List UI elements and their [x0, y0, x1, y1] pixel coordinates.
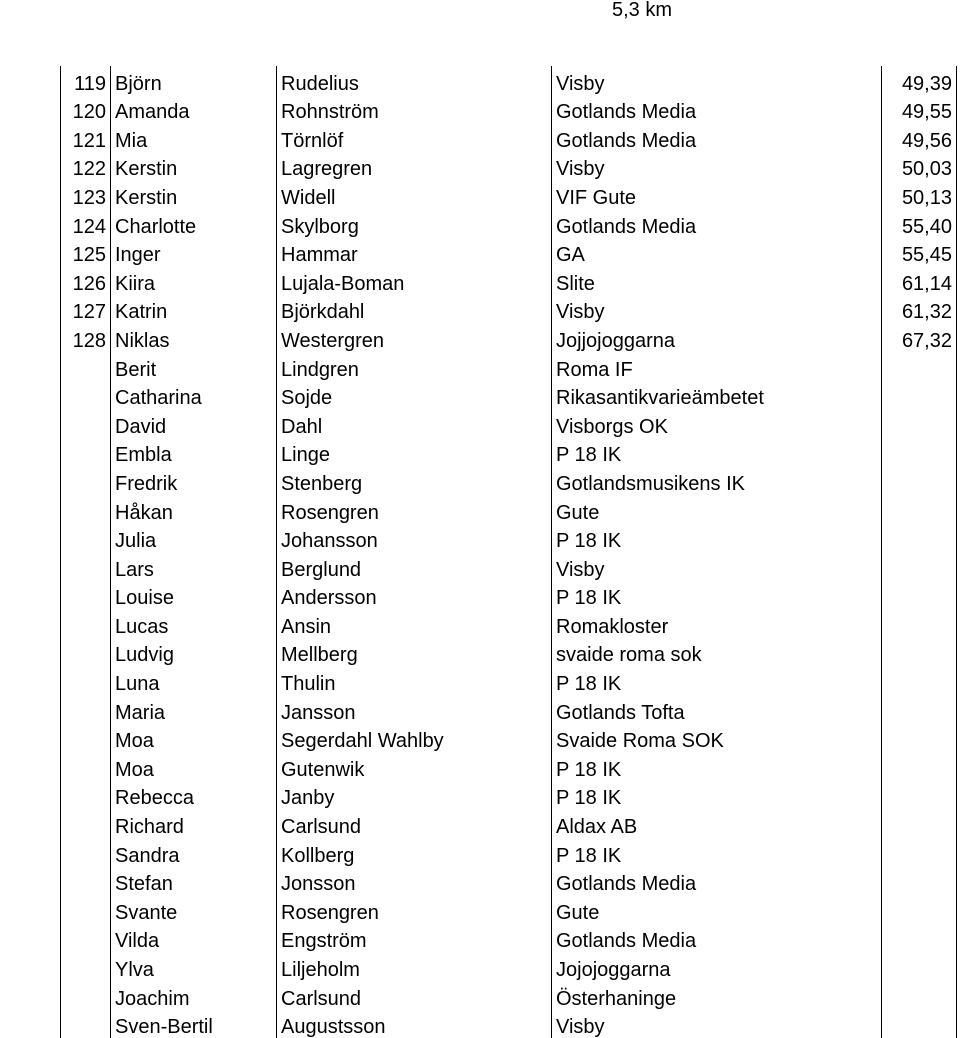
last-name-cell: Widell [277, 180, 552, 209]
place-cell [61, 752, 111, 781]
table-row [61, 581, 957, 610]
club-cell: Gute [552, 895, 882, 924]
table-row [61, 295, 957, 324]
first-name-cell: Moa [111, 724, 277, 753]
last-name-cell: Linge [277, 438, 552, 467]
place-cell: 128 [61, 323, 111, 352]
club-cell: Gotlands Media [552, 209, 882, 238]
place-cell [61, 466, 111, 495]
time-cell: 49,56 [882, 123, 957, 152]
first-name-cell: Lucas [111, 609, 277, 638]
first-name-cell: Joachim [111, 981, 277, 1010]
table-row [61, 381, 957, 410]
time-cell [882, 809, 957, 838]
club-cell: P 18 IK [552, 666, 882, 695]
first-name-cell: Katrin [111, 295, 277, 324]
time-cell [882, 695, 957, 724]
last-name-cell: Hammar [277, 238, 552, 267]
club-cell: VIF Gute [552, 180, 882, 209]
table-row [61, 924, 957, 953]
club-cell: Gotlands Tofta [552, 695, 882, 724]
time-cell [882, 581, 957, 610]
last-name-cell: Rudelius [277, 66, 552, 95]
table-row [61, 409, 957, 438]
time-cell: 49,39 [882, 66, 957, 95]
first-name-cell: Amanda [111, 95, 277, 124]
first-name-cell: Julia [111, 524, 277, 553]
place-cell [61, 352, 111, 381]
last-name-cell: Westergren [277, 323, 552, 352]
last-name-cell: Björkdahl [277, 295, 552, 324]
time-cell [882, 381, 957, 410]
club-cell: Jojojoggarna [552, 952, 882, 981]
place-cell [61, 381, 111, 410]
table-row [61, 266, 957, 295]
time-cell [882, 1010, 957, 1038]
club-cell: Aldax AB [552, 809, 882, 838]
table-row [61, 952, 957, 981]
place-cell [61, 666, 111, 695]
first-name-cell: Kerstin [111, 180, 277, 209]
table-row [61, 95, 957, 124]
club-cell: Romakloster [552, 609, 882, 638]
club-cell: Gute [552, 495, 882, 524]
last-name-cell: Johansson [277, 524, 552, 553]
place-cell [61, 638, 111, 667]
last-name-cell: Janby [277, 781, 552, 810]
last-name-cell: Lagregren [277, 152, 552, 181]
last-name-cell: Kollberg [277, 838, 552, 867]
time-cell: 55,40 [882, 209, 957, 238]
first-name-cell: Vilda [111, 924, 277, 953]
table-row [61, 781, 957, 810]
last-name-cell: Törnlöf [277, 123, 552, 152]
first-name-cell: Håkan [111, 495, 277, 524]
time-cell [882, 924, 957, 953]
last-name-cell: Rohnström [277, 95, 552, 124]
place-cell [61, 867, 111, 896]
first-name-cell: Richard [111, 809, 277, 838]
first-name-cell: Inger [111, 238, 277, 267]
first-name-cell: Ylva [111, 952, 277, 981]
place-cell [61, 552, 111, 581]
place-cell: 119 [61, 66, 111, 95]
time-cell [882, 609, 957, 638]
place-cell [61, 724, 111, 753]
last-name-cell: Liljeholm [277, 952, 552, 981]
first-name-cell: Lars [111, 552, 277, 581]
table-row [61, 238, 957, 267]
first-name-cell: David [111, 409, 277, 438]
place-cell [61, 952, 111, 981]
last-name-cell: Berglund [277, 552, 552, 581]
time-cell: 50,13 [882, 180, 957, 209]
table-row [61, 152, 957, 181]
place-cell [61, 895, 111, 924]
first-name-cell: Sandra [111, 838, 277, 867]
time-cell [882, 838, 957, 867]
first-name-cell: Fredrik [111, 466, 277, 495]
first-name-cell: Kerstin [111, 152, 277, 181]
table-row [61, 524, 957, 553]
table-row [61, 724, 957, 753]
time-cell [882, 438, 957, 467]
last-name-cell: Skylborg [277, 209, 552, 238]
time-cell: 50,03 [882, 152, 957, 181]
club-cell: Österhaninge [552, 981, 882, 1010]
place-cell [61, 1010, 111, 1038]
place-cell [61, 495, 111, 524]
time-cell [882, 952, 957, 981]
first-name-cell: Ludvig [111, 638, 277, 667]
first-name-cell: Louise [111, 581, 277, 610]
last-name-cell: Augustsson [277, 1010, 552, 1038]
last-name-cell: Dahl [277, 409, 552, 438]
table-row [61, 809, 957, 838]
table-row [61, 638, 957, 667]
last-name-cell: Andersson [277, 581, 552, 610]
club-cell: svaide roma sok [552, 638, 882, 667]
time-cell: 49,55 [882, 95, 957, 124]
time-cell [882, 638, 957, 667]
club-cell: Gotlands Media [552, 95, 882, 124]
place-cell [61, 838, 111, 867]
club-cell: Visby [552, 1010, 882, 1038]
time-cell [882, 352, 957, 381]
first-name-cell: Catharina [111, 381, 277, 410]
first-name-cell: Björn [111, 66, 277, 95]
last-name-cell: Jansson [277, 695, 552, 724]
last-name-cell: Rosengren [277, 495, 552, 524]
time-cell [882, 552, 957, 581]
time-cell [882, 724, 957, 753]
club-cell: Roma IF [552, 352, 882, 381]
place-cell [61, 409, 111, 438]
time-cell [882, 981, 957, 1010]
time-cell [882, 867, 957, 896]
place-cell: 120 [61, 95, 111, 124]
club-cell: Visby [552, 552, 882, 581]
place-cell [61, 524, 111, 553]
table-row [61, 666, 957, 695]
first-name-cell: Mia [111, 123, 277, 152]
last-name-cell: Carlsund [277, 981, 552, 1010]
table-row [61, 123, 957, 152]
last-name-cell: Stenberg [277, 466, 552, 495]
table-row [61, 438, 957, 467]
place-cell: 124 [61, 209, 111, 238]
last-name-cell: Thulin [277, 666, 552, 695]
time-cell [882, 409, 957, 438]
last-name-cell: Segerdahl Wahlby [277, 724, 552, 753]
last-name-cell: Gutenwik [277, 752, 552, 781]
club-cell: P 18 IK [552, 781, 882, 810]
time-cell: 55,45 [882, 238, 957, 267]
club-cell: Visby [552, 66, 882, 95]
results-body [61, 66, 957, 1038]
time-cell [882, 495, 957, 524]
club-cell: P 18 IK [552, 838, 882, 867]
last-name-cell: Lindgren [277, 352, 552, 381]
last-name-cell: Mellberg [277, 638, 552, 667]
last-name-cell: Sojde [277, 381, 552, 410]
place-cell [61, 438, 111, 467]
club-cell: Jojjojoggarna [552, 323, 882, 352]
place-cell [61, 581, 111, 610]
time-cell [882, 752, 957, 781]
club-cell: Visby [552, 295, 882, 324]
club-cell: Visborgs OK [552, 409, 882, 438]
club-cell: P 18 IK [552, 524, 882, 553]
place-cell: 121 [61, 123, 111, 152]
table-row [61, 609, 957, 638]
first-name-cell: Niklas [111, 323, 277, 352]
last-name-cell: Carlsund [277, 809, 552, 838]
club-cell: GA [552, 238, 882, 267]
place-cell: 127 [61, 295, 111, 324]
place-cell [61, 981, 111, 1010]
club-cell: P 18 IK [552, 438, 882, 467]
club-cell: P 18 IK [552, 581, 882, 610]
first-name-cell: Moa [111, 752, 277, 781]
place-cell: 122 [61, 152, 111, 181]
time-cell [882, 466, 957, 495]
table-row [61, 1010, 957, 1038]
table-row [61, 895, 957, 924]
place-cell [61, 809, 111, 838]
time-cell: 61,14 [882, 266, 957, 295]
place-cell [61, 924, 111, 953]
first-name-cell: Maria [111, 695, 277, 724]
table-row [61, 752, 957, 781]
first-name-cell: Luna [111, 666, 277, 695]
first-name-cell: Stefan [111, 867, 277, 896]
first-name-cell: Kiira [111, 266, 277, 295]
table-row [61, 180, 957, 209]
results-table [60, 66, 957, 1038]
time-cell [882, 524, 957, 553]
club-cell: Gotlands Media [552, 867, 882, 896]
last-name-cell: Ansin [277, 609, 552, 638]
table-row [61, 323, 957, 352]
first-name-cell: Embla [111, 438, 277, 467]
last-name-cell: Lujala-Boman [277, 266, 552, 295]
club-cell: Gotlands Media [552, 123, 882, 152]
first-name-cell: Berit [111, 352, 277, 381]
time-cell: 67,32 [882, 323, 957, 352]
time-cell [882, 781, 957, 810]
last-name-cell: Rosengren [277, 895, 552, 924]
club-cell: Slite [552, 266, 882, 295]
time-cell [882, 895, 957, 924]
last-name-cell: Engström [277, 924, 552, 953]
table-row [61, 981, 957, 1010]
table-row [61, 867, 957, 896]
place-cell: 125 [61, 238, 111, 267]
place-cell [61, 781, 111, 810]
table-row [61, 838, 957, 867]
first-name-cell: Svante [111, 895, 277, 924]
distance-heading: 5,3 km [612, 0, 673, 21]
table-row [61, 495, 957, 524]
table-row [61, 209, 957, 238]
place-cell: 126 [61, 266, 111, 295]
club-cell: P 18 IK [552, 752, 882, 781]
time-cell [882, 666, 957, 695]
first-name-cell: Sven-Bertil [111, 1010, 277, 1038]
last-name-cell: Jonsson [277, 867, 552, 896]
table-row [61, 695, 957, 724]
place-cell [61, 695, 111, 724]
place-cell [61, 609, 111, 638]
club-cell: Visby [552, 152, 882, 181]
club-cell: Gotlandsmusikens IK [552, 466, 882, 495]
time-cell: 61,32 [882, 295, 957, 324]
club-cell: Svaide Roma SOK [552, 724, 882, 753]
table-row [61, 66, 957, 95]
club-cell: Rikasantikvarieämbetet [552, 381, 882, 410]
place-cell: 123 [61, 180, 111, 209]
first-name-cell: Rebecca [111, 781, 277, 810]
club-cell: Gotlands Media [552, 924, 882, 953]
table-row [61, 552, 957, 581]
table-row [61, 466, 957, 495]
table-row [61, 352, 957, 381]
first-name-cell: Charlotte [111, 209, 277, 238]
